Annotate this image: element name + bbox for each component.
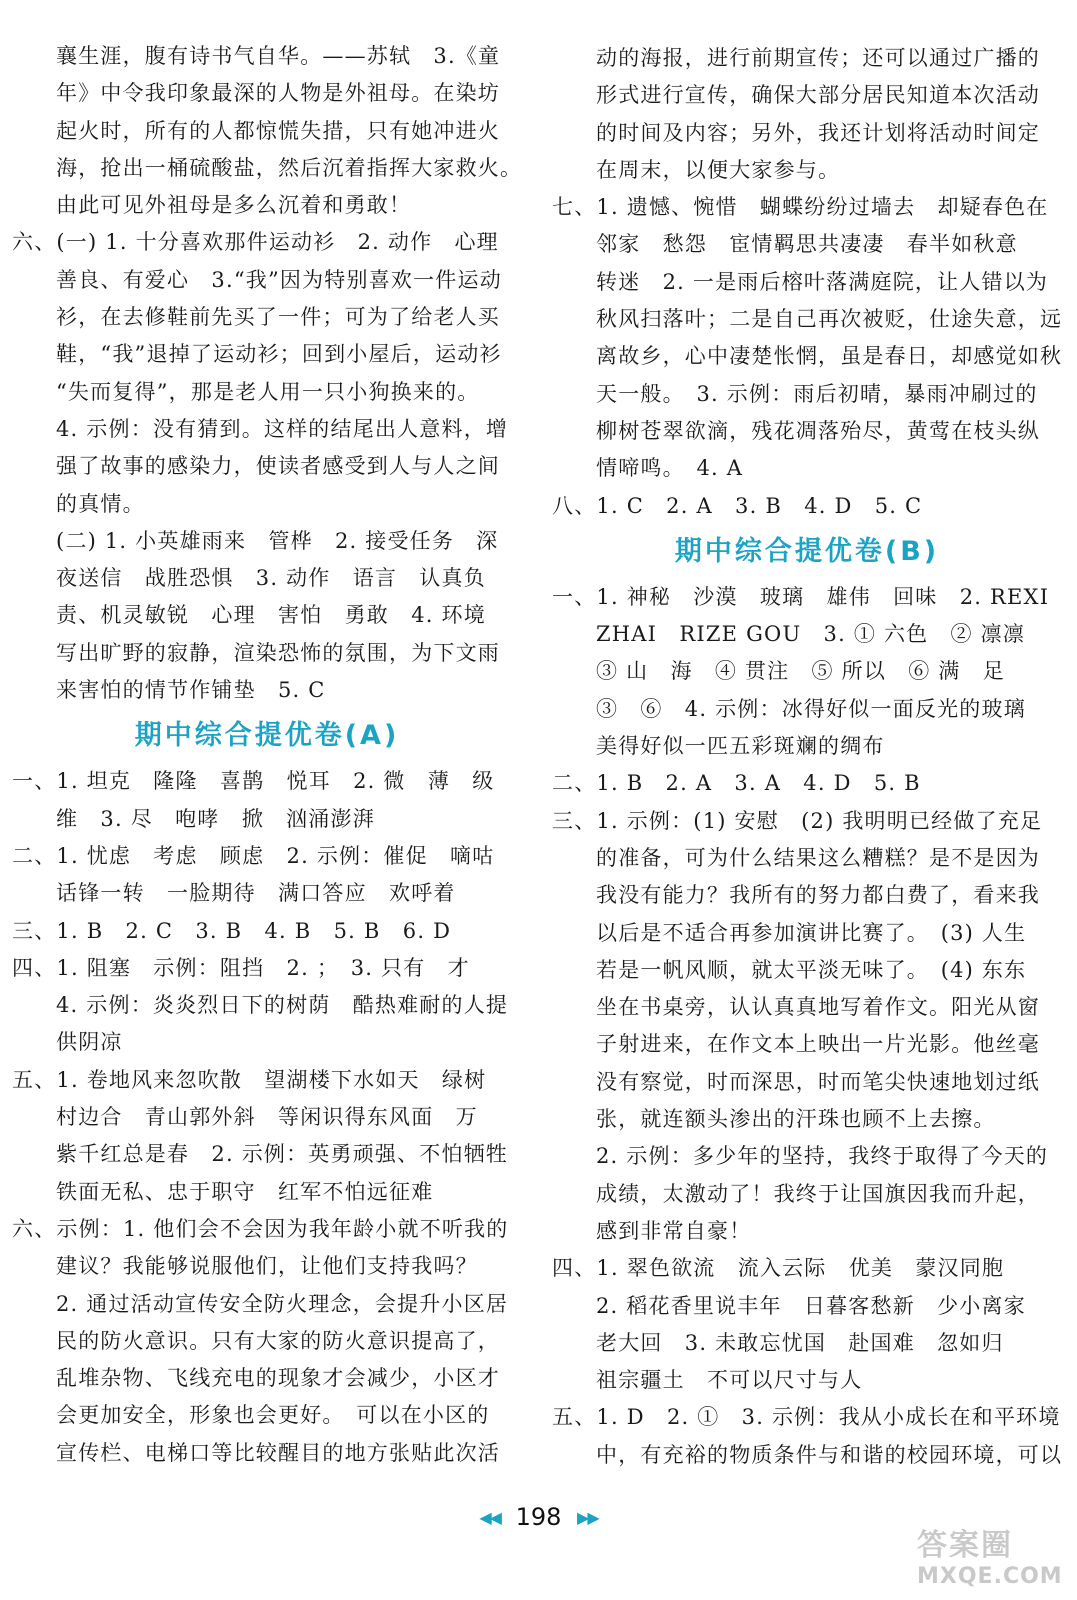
answer-line: 写出旷野的寂静，渲染恐怖的氛围，为下文雨: [56, 640, 500, 665]
answer-line: 年》中令我印象最深的人物是外祖母。在染坊: [56, 81, 500, 106]
answer-line: ③ 山 海 ④ 贯注 ⑤ 所以 ⑥ 满 足: [596, 659, 1005, 684]
answer-line: ZHAI RIZE GOU 3. ① 六色 ② 凛凛: [596, 622, 1026, 647]
answer-line: 的准备，可为什么结果这么糟糕？是不是因为: [596, 845, 1040, 870]
answer-line: 七、1. 遗憾、惋惜 蝴蝶纷纷过墙去 却疑春色在: [552, 195, 1049, 220]
answer-line: 二、1. B 2. A 3. A 4. D 5. B: [552, 771, 921, 796]
answer-line: 2. 示例：多少年的坚持，我终于取得了今天的: [596, 1144, 1049, 1169]
answer-line: 三、1. B 2. C 3. B 4. B 5. B 6. D: [12, 918, 452, 943]
answer-line: 鞋，“我”退掉了运动衫；回到小屋后，运动衫: [56, 342, 502, 367]
answer-line: 襄生涯，腹有诗书气自华。——苏轼 3.《童: [56, 44, 501, 68]
answer-line: 的时间及内容；另外，我还计划将活动时间定: [596, 120, 1040, 145]
answer-line: 2. 通过活动宣传安全防火理念，会提升小区居: [56, 1291, 509, 1316]
answer-line: 天一般。 3. 示例：雨后初晴，暴雨冲刷过的: [596, 381, 1038, 406]
answer-line: 五、1. D 2. ① 3. 示例：我从小成长在和平环境: [552, 1405, 1061, 1430]
answer-line: 中，有充裕的物质条件与和谐的校园环境，可以: [596, 1442, 1062, 1467]
section-heading: 期中综合提优卷(A): [134, 720, 400, 752]
answer-line: 祖宗疆土 不可以尺寸与人: [596, 1368, 863, 1393]
answer-line: 一、1. 坦克 隆隆 喜鹊 悦耳 2. 微 薄 级: [12, 769, 495, 794]
answer-line: 形式进行宣传，确保大部分居民知道本次活动: [596, 83, 1040, 108]
answer-line: 由此可见外祖母是多么沉着和勇敢！: [56, 193, 412, 218]
answer-line: 乱堆杂物、飞线充电的现象才会减少，小区才: [56, 1366, 500, 1391]
answer-line: 的真情。: [56, 491, 145, 516]
answer-line: 会更加安全，形象也会更好。 可以在小区的: [56, 1403, 490, 1428]
page-footer: [0, 1503, 1077, 1531]
answer-line: 子射进来，在作文本上映出一片光影。他丝毫: [596, 1032, 1040, 1057]
answer-line: 六、(一) 1. 十分喜欢那件运动衫 2. 动作 心理: [12, 230, 499, 255]
answer-line: 宣传栏、电梯口等比较醒目的地方张贴此次活: [56, 1440, 500, 1465]
answer-line: 动的海报，进行前期宣传；还可以通过广播的: [596, 46, 1040, 70]
answer-line: 老大回 3. 未敢忘忧国 赴国难 忽如归: [596, 1330, 1004, 1355]
right-column: [552, 40, 1062, 1474]
answer-line: 村边合 青山郭外斜 等闲识得东风面 万: [56, 1105, 478, 1130]
answer-line: 民的防火意识。只有大家的防火意识提高了，: [56, 1328, 500, 1353]
answer-line: 坐在书桌旁，认认真真地写着作文。阳光从窗: [596, 995, 1040, 1020]
answer-line: 感到非常自豪！: [596, 1218, 752, 1243]
answer-line: 铁面无私、忠于职守 红军不怕远征难: [56, 1179, 434, 1204]
answer-line: 六、示例：1. 他们会不会因为我年龄小就不听我的: [12, 1216, 509, 1241]
watermark-url: MXQE.COM: [917, 1564, 1063, 1589]
answer-line: 在周末，以便大家参与。: [596, 157, 841, 182]
answer-line: ③ ⑥ 4. 示例：冰得好似一面反光的玻璃: [596, 696, 1026, 721]
answer-line: 来害怕的情节作铺垫 5. C: [56, 678, 326, 703]
answer-line: 离故乡，心中凄楚怅惘，虽是春日，却感觉如秋: [596, 344, 1062, 369]
answer-line: 强了故事的感染力，使读者感受到人与人之间: [56, 454, 500, 479]
answer-line: 2. 稻花香里说丰年 日暮客愁新 少小离家: [596, 1293, 1026, 1318]
left-column: [12, 38, 522, 1472]
answer-line: “失而复得”，那是老人用一只小狗换来的。: [56, 379, 480, 404]
page-number: 198: [515, 1503, 562, 1531]
answer-line: 没有察觉，时而深思，时而笔尖快速地划过纸: [596, 1069, 1040, 1094]
answer-line: 话锋一转 一脸期待 满口答应 欢呼着: [56, 881, 456, 906]
watermark-title: 答案圈: [917, 1528, 1013, 1563]
answer-line: 以后是不适合再参加演讲比赛了。 (3) 人生: [596, 920, 1027, 945]
watermark-logo: [917, 1520, 1067, 1590]
answer-line: 起火时，所有的人都惊慌失措，只有她冲进火: [56, 118, 500, 143]
answer-line: (二) 1. 小英雄雨来 管桦 2. 接受任务 深: [56, 528, 499, 553]
answer-line: 秋风扫落叶；二是自己再次被贬，仕途失意，远: [596, 307, 1062, 332]
answer-line: 八、1. C 2. A 3. B 4. D 5. C: [552, 493, 923, 518]
section-heading: 期中综合提优卷(B): [674, 535, 940, 567]
answer-line: 若是一帆风顺，就太平淡无味了。 (4) 东东: [596, 957, 1027, 982]
next-arrows-icon: ▶▶: [577, 1508, 598, 1527]
answer-line: 美得好似一匹五彩斑斓的绸布: [596, 734, 885, 759]
answer-line: 维 3. 尽 咆哮 掀 汹涌澎湃: [56, 806, 375, 831]
answer-line: 情啼鸣。 4. A: [596, 456, 744, 481]
answer-line: 衫，在去修鞋前先买了一件；可为了给老人买: [56, 305, 500, 330]
answer-line: 海，抢出一桶硫酸盐，然后沉着指挥大家救火。: [56, 155, 522, 180]
answer-line: 三、1. 示例：(1) 安慰 (2) 我明明已经做了充足: [552, 808, 1043, 833]
answer-line: 成绩，太激动了！我终于让国旗因我而升起，: [596, 1181, 1040, 1206]
answer-line: 四、1. 翠色欲流 流入云际 优美 蒙汉同胞: [552, 1256, 1005, 1281]
answer-line: 五、1. 卷地风来忽吹散 望湖楼下水如天 绿树: [12, 1067, 487, 1092]
answer-line: 张，就连额头渗出的汗珠也顾不上去擦。: [596, 1107, 996, 1132]
prev-arrows-icon: ◀◀: [479, 1508, 500, 1527]
answer-line: 供阴凉: [56, 1030, 123, 1055]
answer-line: 责、机灵敏锐 心理 害怕 勇敢 4. 环境: [56, 603, 486, 628]
answer-line: 建议？我能够说服他们，让他们支持我吗？: [56, 1254, 478, 1279]
answer-line: 夜送信 战胜恐惧 3. 动作 语言 认真负: [56, 566, 486, 591]
answer-line: 紫千红总是春 2. 示例：英勇顽强、不怕牺牲: [56, 1142, 509, 1167]
answer-line: 我没有能力？我所有的努力都白费了，看来我: [596, 883, 1040, 908]
answer-line: 4. 示例：炎炎烈日下的树荫 酷热难耐的人提: [56, 993, 509, 1018]
answer-line: 4. 示例：没有猜到。这样的结尾出人意料，增: [56, 416, 509, 441]
answer-line: 邻家 愁怨 宦情羁思共凄凄 春半如秋意: [596, 232, 1018, 257]
answer-line: 柳树苍翠欲滴，残花凋落殆尽，黄莺在枝头纵: [596, 418, 1040, 443]
answer-line: 四、1. 阻塞 示例：阻挡 2. ； 3. 只有 才: [12, 955, 470, 980]
answer-line: 转迷 2. 一是雨后榕叶落满庭院，让人错以为: [596, 269, 1049, 294]
answer-line: 一、1. 神秘 沙漠 玻璃 雄伟 回味 2. REXI: [552, 584, 1050, 609]
answer-line: 二、1. 忧虑 考虑 顾虑 2. 示例：催促 嘀咕: [12, 843, 495, 868]
answer-line: 善良、有爱心 3.“我”因为特别喜欢一件运动: [56, 267, 502, 292]
